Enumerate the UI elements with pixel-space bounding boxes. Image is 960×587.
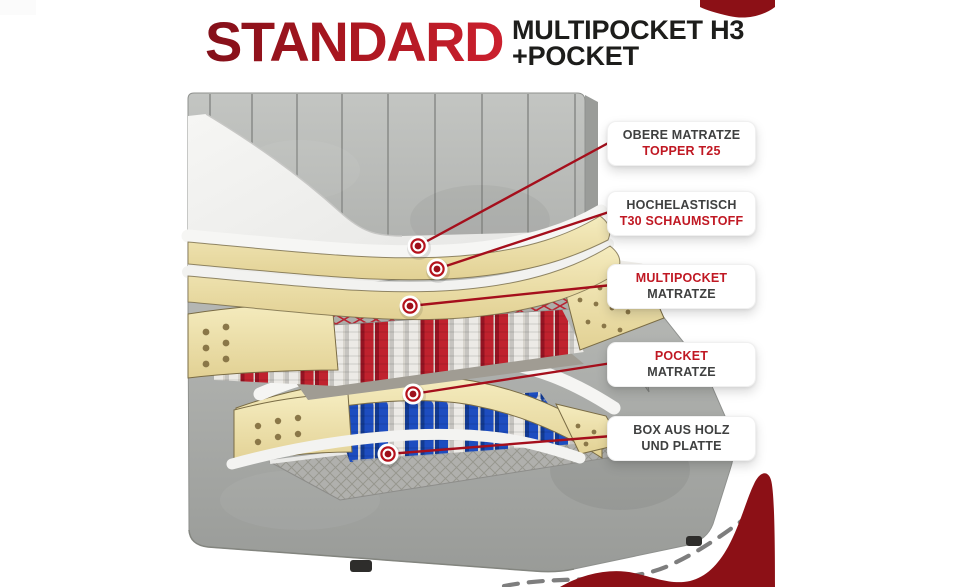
label-line: OBERE MATRATZE — [622, 128, 741, 142]
label-line: HOCHELASTISCH — [626, 198, 737, 212]
bed-foot — [350, 560, 372, 572]
bed-foot — [686, 536, 702, 546]
label-line: MULTIPOCKET — [635, 271, 728, 285]
label-card-box — [607, 416, 756, 461]
label-line: TOPPER T25 — [642, 143, 721, 158]
label-line: UND PLATTE — [641, 438, 722, 453]
label-line: BOX AUS HOLZ — [633, 423, 730, 437]
label-line: MATRATZE — [647, 364, 716, 379]
label-card-topper — [607, 121, 756, 166]
page-subtitle — [512, 17, 744, 69]
label-line: POCKET — [654, 349, 709, 363]
label-line: MATRATZE — [647, 286, 716, 301]
page-title: STANDARD — [205, 10, 504, 73]
label-line: T30 SCHAUMSTOFF — [619, 213, 744, 228]
label-card-multipocket — [607, 264, 756, 309]
subtitle-line2: +POCKET — [512, 41, 639, 71]
subtitle-line1: MULTIPOCKET H3 — [512, 15, 745, 45]
label-card-pocket — [607, 342, 756, 387]
corner-artifact — [0, 0, 36, 15]
label-card-foam — [607, 191, 756, 236]
